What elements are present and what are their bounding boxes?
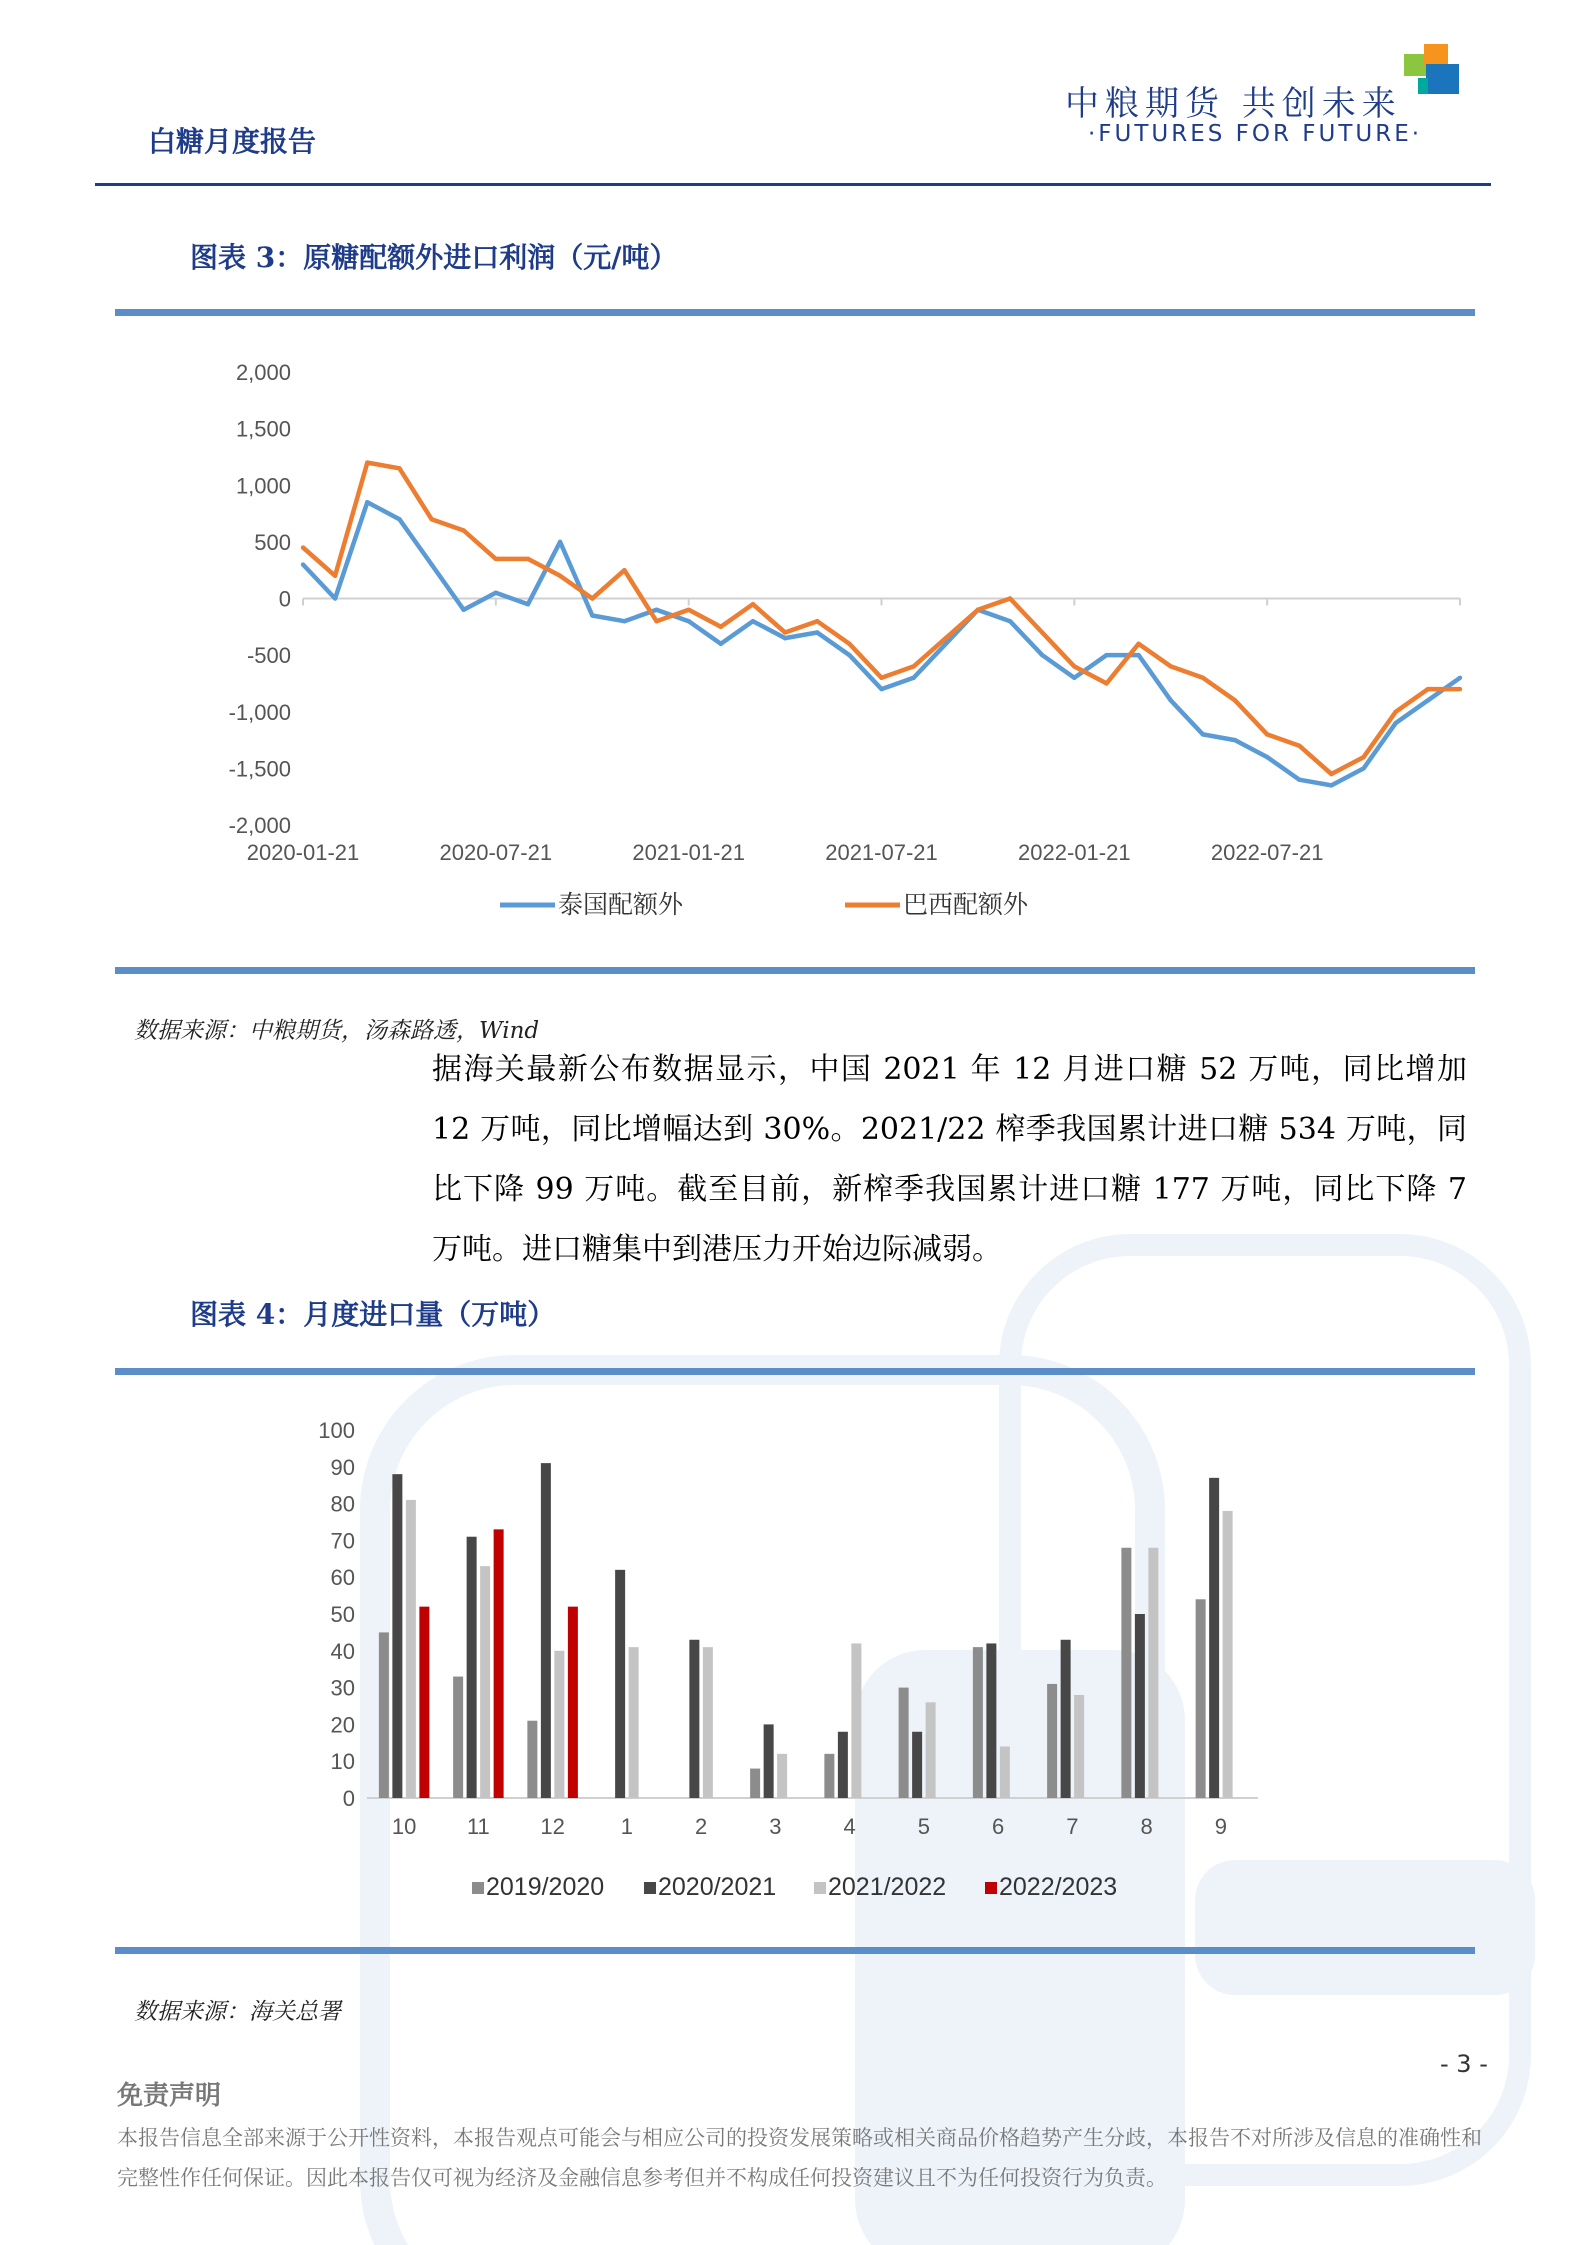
disclaimer-text: 本报告信息全部来源于公开性资料，本报告观点可能会与相应公司的投资发展策略或相关商品价格趋势产生分歧，本报告不对所涉及信息的准确性和完整性作任何保证。因此本报告仅可视为经济及金融信息参考但并不构成任何投资建议且不为任何投资行为负责。 [117,2126,1482,2190]
bar [1074,1695,1084,1798]
data-point [397,466,401,470]
data-point [1008,619,1012,623]
x-tick-label: 2020-07-21 [439,840,553,865]
bar [629,1647,639,1798]
data-point [1394,710,1398,714]
y-tick-label: 0 [342,1786,355,1811]
legend-label: 2022/2023 [999,1873,1118,1901]
data-point [1136,653,1140,657]
data-point [1329,772,1333,776]
data-point [1072,676,1076,680]
x-tick-label: 2022-07-21 [1210,840,1324,865]
disclaimer-title: 免责声明 [117,2081,222,2111]
bar [703,1647,713,1798]
bar [689,1640,699,1798]
bar [1209,1478,1219,1798]
brand-logo-icon [1404,44,1459,99]
data-point [461,608,465,612]
figure4-top-band [115,1368,1475,1375]
x-tick-label: 6 [992,1814,1005,1839]
bar [899,1688,909,1798]
data-point [333,574,337,578]
y-tick-label: 2,000 [235,360,291,385]
x-tick-label: 2021-07-21 [825,840,938,865]
data-point [879,676,883,680]
data-point [365,500,369,504]
x-tick-label: 5 [917,1814,930,1839]
x-tick-label: 8 [1140,1814,1153,1839]
data-point [590,613,594,617]
header-divider [95,183,1491,186]
x-tick-label: 11 [466,1814,490,1839]
y-tick-label: 90 [330,1454,355,1480]
bar [527,1721,537,1798]
data-point [301,562,305,566]
legend-label: 巴西配额外 [903,891,1029,919]
legend-label: 泰国配额外 [558,891,684,919]
figure3-bottom-band [115,967,1475,974]
bar [838,1732,848,1798]
bar [926,1702,936,1798]
bar [764,1724,774,1798]
data-point [1104,653,1108,657]
y-tick-label: -2,000 [228,813,291,838]
x-tick-label: 1 [620,1814,633,1839]
bar [541,1463,551,1798]
data-point [911,676,915,680]
bar [453,1677,463,1798]
y-tick-label: -500 [246,643,291,669]
body-paragraph-text: 据海关最新公布数据显示，中国 2021 年 12 月进口糖 52 万吨，同比增加 12 万吨，同比增幅达到 30%。2021/22 榨季我国累计进口糖 534 万吨，同比下降 99 万吨。截至目前，新榨季我国累计进口糖 177 万吨，同比下降 7 万吨。进口糖集中到港压力开始边际减弱。 [432,1052,1467,1267]
data-point [847,642,851,646]
data-point [558,574,562,578]
legend-label: 2021/2022 [828,1873,947,1901]
data-point [1329,783,1333,787]
x-tick-label: 2022-01-21 [1018,840,1131,865]
bar [1047,1684,1057,1798]
legend-label: 2020/2021 [658,1873,777,1901]
brand-name: 中粮期货 共创未来 [1065,84,1402,124]
y-tick-label: 30 [330,1675,355,1701]
y-tick-label: 0 [278,586,291,612]
data-point [911,664,915,668]
data-point [719,625,723,629]
bar [750,1769,760,1798]
data-point [526,602,530,606]
data-point [429,517,433,521]
data-point [1265,732,1269,736]
data-point [783,636,787,640]
series-line-2 [303,463,1460,774]
data-point [944,636,948,640]
y-tick-label: 500 [254,529,291,555]
data-point [1458,676,1462,680]
data-point [622,619,626,623]
x-tick-label: 7 [1066,1814,1079,1839]
bar [973,1647,983,1798]
data-point [429,562,433,566]
data-point [976,608,980,612]
data-point [1361,755,1365,759]
figure3-source: 数据来源：中粮期货，汤森路透，Wind [134,1018,540,1044]
bar [1148,1548,1158,1798]
data-point [847,653,851,657]
bar [419,1607,429,1798]
y-tick-label: 40 [330,1638,355,1664]
x-tick-label: 4 [843,1814,856,1839]
y-tick-label: 10 [330,1749,355,1775]
data-point [494,591,498,595]
figure4-title: 图表 4：月度进口量（万吨） [190,1298,556,1331]
data-point [1233,698,1237,702]
y-tick-label: 70 [330,1528,355,1554]
data-point [879,687,883,691]
data-point [1233,738,1237,742]
legend-label: 2019/2020 [486,1873,605,1901]
bar [379,1632,389,1798]
data-point [1040,653,1044,657]
data-point [526,557,530,561]
data-point [558,540,562,544]
figure3-title: 图表 3：原糖配额外进口利润（元/吨） [190,241,678,274]
figure4-source: 数据来源：海关总署 [134,1999,341,2025]
y-tick-label: 80 [330,1491,355,1517]
legend-swatch [644,1882,656,1894]
data-point [1426,698,1430,702]
bar [912,1732,922,1798]
monthly-import-bar-chart [115,1390,1475,1920]
y-tick-label: -1,000 [228,699,291,725]
data-point [1297,744,1301,748]
bar [777,1754,787,1798]
data-point [1201,732,1205,736]
bar [615,1570,625,1798]
data-point [301,545,305,549]
y-tick-label: 60 [330,1565,355,1591]
data-point [1169,664,1173,668]
data-point [719,642,723,646]
data-point [1458,687,1462,691]
bar [851,1643,861,1798]
bar [494,1529,504,1798]
data-point [622,568,626,572]
x-tick-label: 12 [540,1814,565,1839]
bar [1000,1746,1010,1798]
page-number: - 3 - [1440,2050,1488,2078]
data-point [494,557,498,561]
x-tick-label: 10 [391,1814,417,1839]
figure3-top-band [115,309,1475,316]
bar [1061,1640,1071,1798]
data-point [654,608,658,612]
y-tick-label: -1,500 [228,756,291,782]
bar [392,1474,402,1798]
legend-swatch [814,1882,826,1894]
bar [568,1607,578,1798]
y-tick-label: 1,500 [235,416,291,442]
data-point [1426,687,1430,691]
figure4-bottom-band [115,1947,1475,1954]
x-tick-label: 9 [1214,1814,1227,1839]
data-point [1169,698,1173,702]
brand-slogan: ·FUTURES FOR FUTURE· [1088,121,1423,147]
data-point [654,619,658,623]
legend-swatch [472,1882,484,1894]
import-profit-line-chart [115,330,1475,960]
data-point [461,528,465,532]
y-tick-label: 20 [330,1712,355,1738]
report-title: 白糖月度报告 [148,125,317,158]
bar [467,1537,477,1798]
data-point [397,517,401,521]
data-point [365,460,369,464]
data-point [686,619,690,623]
x-tick-label: 2021-01-21 [632,840,745,865]
legend-swatch [985,1882,997,1894]
data-point [1072,664,1076,668]
data-point [333,596,337,600]
y-tick-label: 100 [318,1418,355,1443]
bar [554,1651,564,1798]
data-point [1104,681,1108,685]
data-point [751,619,755,623]
data-point [590,596,594,600]
bar [480,1566,490,1798]
y-tick-label: 1,000 [235,473,291,499]
data-point [1040,630,1044,634]
body-paragraph [432,1040,1467,1280]
bar [1196,1599,1206,1798]
bar [1135,1614,1145,1798]
bar [986,1643,996,1798]
x-tick-label: 2020-01-21 [246,840,360,865]
bar [1121,1548,1131,1798]
data-point [783,630,787,634]
data-point [751,602,755,606]
x-tick-label: 2 [695,1814,708,1839]
x-tick-label: 3 [769,1814,782,1839]
bar [824,1754,834,1798]
data-point [815,630,819,634]
data-point [815,619,819,623]
data-point [1136,642,1140,646]
data-point [1361,766,1365,770]
data-point [1394,721,1398,725]
data-point [686,608,690,612]
data-point [1201,676,1205,680]
bar [1223,1511,1233,1798]
y-tick-label: 50 [330,1602,355,1627]
data-point [1008,596,1012,600]
bar [406,1500,416,1798]
data-point [1297,778,1301,782]
data-point [1265,755,1269,759]
